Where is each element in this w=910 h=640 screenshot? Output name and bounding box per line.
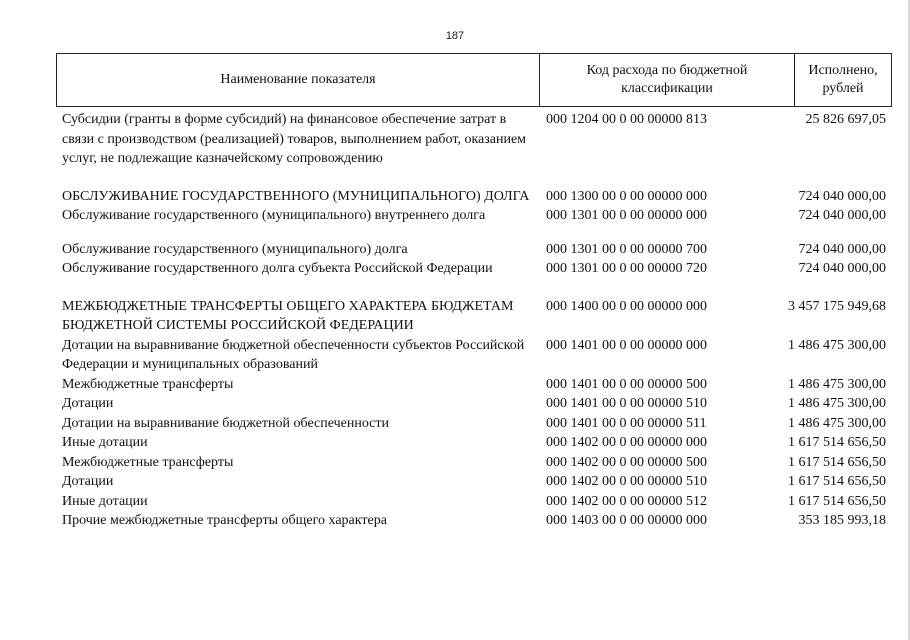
header-amount: Исполнено, рублей [808,63,878,96]
table-row [62,511,886,531]
row-name: Межбюджетные трансферты [62,454,234,470]
row-name: Прочие межбюджетные трансферты общего характера [62,513,387,528]
row-name: МЕЖБЮДЖЕТНЫЕ ТРАНСФЕРТЫ ОБЩЕГО ХАРАКТЕРА БЮДЖЕТАМ БЮДЖЕТНОЙ СИСТЕМЫ РОССИЙСКОЙ ФЕДЕРАЦИИ [62,298,514,333]
row-code: 000 1300 00 0 00 00000 000 [546,188,707,204]
row-amount: 1 617 514 656,50 [788,493,886,509]
row-amount: 724 040 000,00 [798,261,886,276]
row-code: 000 1402 00 0 00 00000 512 [546,493,707,509]
row-name: Дотации на выравнивание бюджетной обеспеченности субъектов Российской Федерации и муниципальных образований [62,337,525,372]
header-name: Наименование показателя [57,54,540,106]
header-code: Код расхода по бюджетной классификации [540,54,795,106]
row-name: Дотации на выравнивание бюджетной обеспеченности [62,415,389,431]
table-row [62,414,886,434]
table-body [62,110,886,531]
row-amount: 1 486 475 300,00 [788,376,886,392]
table-row [62,472,886,492]
row-amount: 1 486 475 300,00 [788,415,886,431]
row-amount: 1 617 514 656,50 [788,435,886,450]
row-code: 000 1401 00 0 00 00000 000 [546,337,707,353]
row-amount: 353 185 993,18 [798,513,886,528]
row-amount: 724 040 000,00 [798,208,886,223]
row-name: Иные дотации [62,435,148,450]
row-name: Обслуживание государственного (муниципального) долга [62,241,408,257]
row-name: Дотации [62,474,114,489]
row-code: 000 1301 00 0 00 00000 720 [546,261,707,276]
table-row [62,240,886,260]
row-code: 000 1401 00 0 00 00000 500 [546,376,707,392]
row-amount: 25 826 697,05 [805,112,886,127]
table-row [62,453,886,473]
row-code: 000 1301 00 0 00 00000 700 [546,241,707,257]
row-name: Обслуживание государственного (муниципального) внутреннего долга [62,208,486,223]
row-amount: 1 617 514 656,50 [788,454,886,470]
table-header [56,53,892,107]
row-code: 000 1204 00 0 00 00000 813 [546,112,707,127]
row-name: Межбюджетные трансферты [62,376,234,392]
table-row [62,375,886,395]
table-row [62,110,886,169]
row-amount: 1 486 475 300,00 [788,337,886,353]
row-amount: 3 457 175 949,68 [788,298,886,314]
row-amount: 1 486 475 300,00 [788,396,886,411]
row-code: 000 1402 00 0 00 00000 000 [546,435,707,450]
row-code: 000 1402 00 0 00 00000 510 [546,474,707,489]
row-amount: 1 617 514 656,50 [788,474,886,489]
row-name: Субсидии (гранты в форме субсидий) на финансовое обеспечение затрат в связи с производством (реализацией) товаров, выполнением работ, оказанием услуг, не подлежащие казначейскому сопровождению [62,112,527,166]
table-row [62,259,886,279]
table-row [62,187,886,207]
row-code: 000 1401 00 0 00 00000 511 [546,415,707,431]
row-name: Иные дотации [62,493,148,509]
row-code: 000 1402 00 0 00 00000 500 [546,454,707,470]
row-amount: 724 040 000,00 [798,188,886,204]
table-row [62,206,886,226]
row-name: Дотации [62,396,114,411]
table-row [62,336,886,375]
row-code: 000 1301 00 0 00 00000 000 [546,208,707,223]
row-amount: 724 040 000,00 [798,241,886,257]
row-code: 000 1400 00 0 00 00000 000 [546,298,707,314]
row-code: 000 1401 00 0 00 00000 510 [546,396,707,411]
row-name: ОБСЛУЖИВАНИЕ ГОСУДАРСТВЕННОГО (МУНИЦИПАЛЬНОГО) ДОЛГА [62,188,530,204]
row-name: Обслуживание государственного долга субъекта Российской Федерации [62,261,493,276]
table-row [62,433,886,453]
table-row [62,297,886,336]
table-row [62,492,886,512]
row-code: 000 1403 00 0 00 00000 000 [546,513,707,528]
table-row [62,394,886,414]
page-number: 187 [445,30,465,42]
